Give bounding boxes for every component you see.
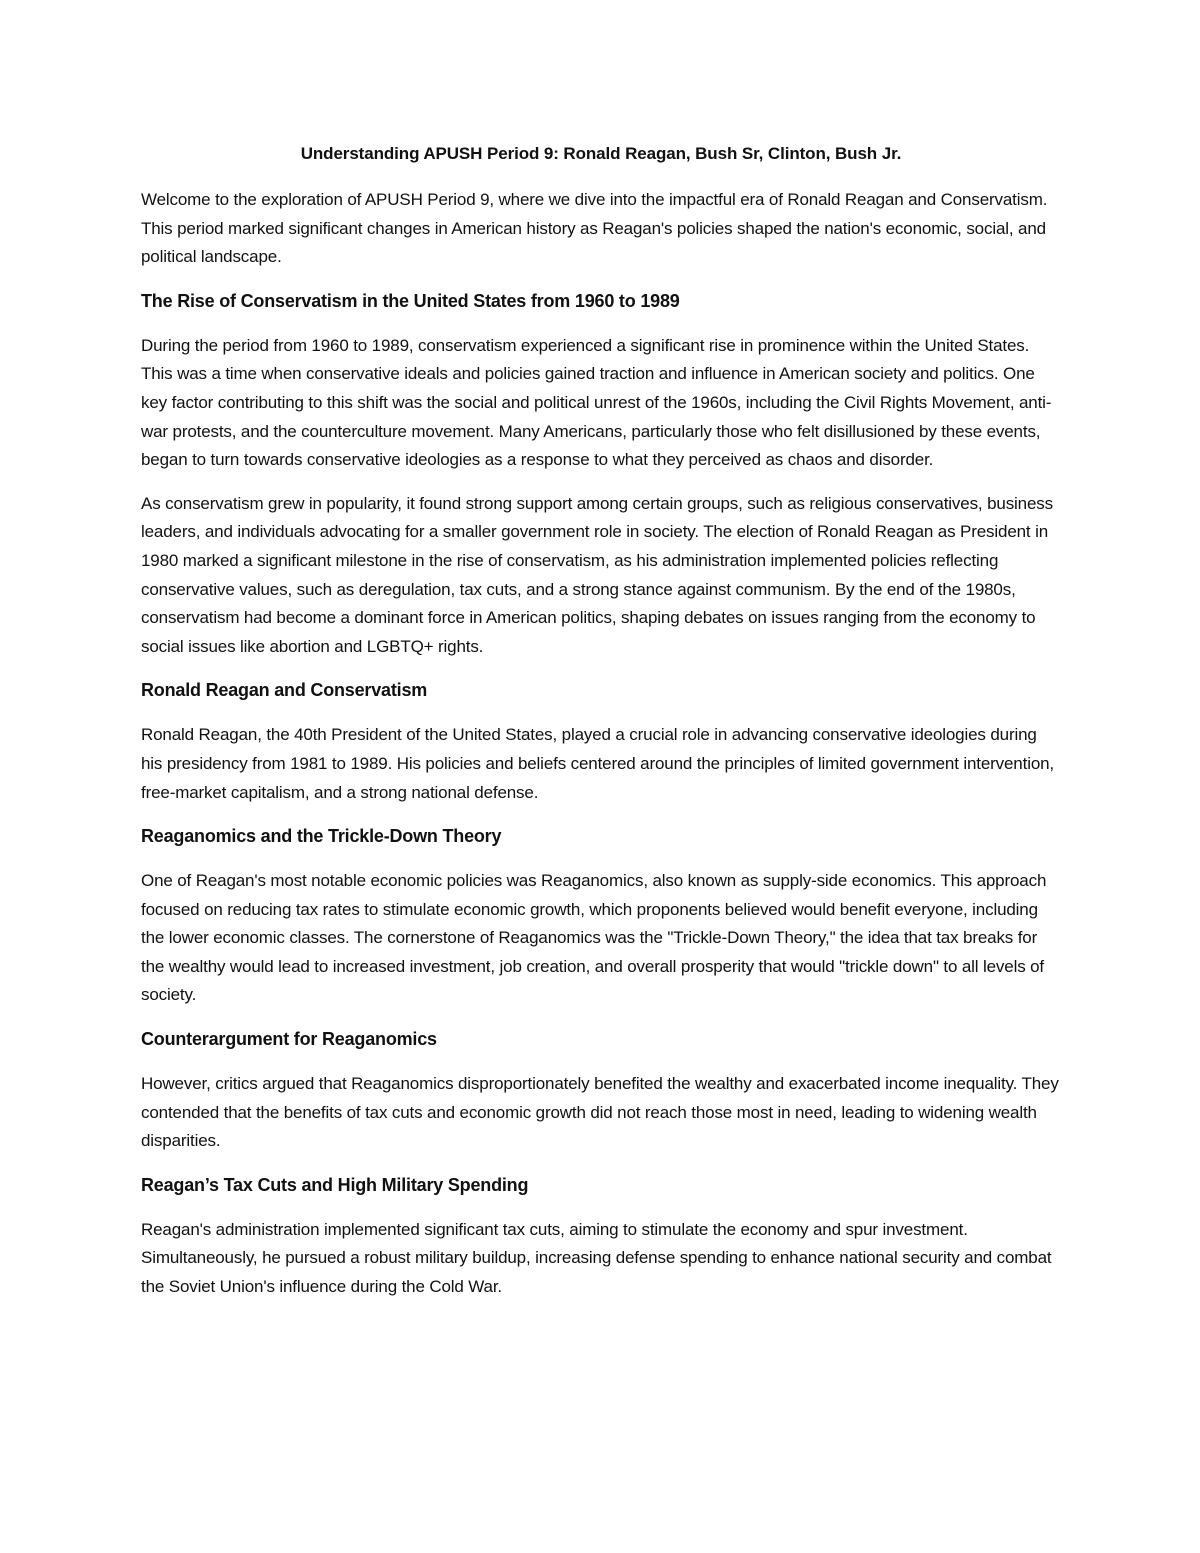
intro-paragraph: Welcome to the exploration of APUSH Period 9, where we dive into the impactful era of Ronald Reagan and Conservatism. This period marked significant changes in American history as Reagan's policies shaped the nation's economic, social, and political landscape. [141, 190, 1048, 267]
document-body [141, 140, 1061, 1317]
section-heading-counterargument: Counterargument for Reaganomics [141, 1029, 437, 1050]
section-heading-reagan-conservatism: Ronald Reagan and Conservatism [141, 680, 428, 701]
section-heading-rise-of-conservatism: The Rise of Conservatism in the United States from 1960 to 1989 [141, 290, 680, 311]
paragraph-counterargument: However, critics argued that Reaganomics disproportionately benefited the wealthy and exacerbated income inequality. They contended that the benefits of tax cuts and economic growth did not reach those most in need, leading to widening wealth disparities. [141, 1074, 1059, 1151]
section-heading-reaganomics: Reaganomics and the Trickle-Down Theory [141, 826, 502, 847]
paragraph-rise-1: During the period from 1960 to 1989, conservatism experienced a significant rise in prominence within the United States. This was a time when conservative ideals and policies gained traction and influence in American society and politics. One key factor contributing to this shift was the social and political unrest of the 1960s, including the Civil Rights Movement, anti-war protests, and the counterculture movement. Many Americans, particularly those who felt disillusioned by these events, began to turn towards conservative ideologies as a response to what they perceived as chaos and disorder. [141, 335, 1052, 470]
paragraph-reaganomics: One of Reagan's most notable economic policies was Reaganomics, also known as supply-side economics. This approach focused on reducing tax rates to stimulate economic growth, which proponents believed would benefit everyone, including the lower economic classes. The cornerstone of Reaganomics was the "Trickle-Down Theory," the idea that tax breaks for the wealthy would lead to increased investment, job creation, and overall prosperity that would "trickle down" to all levels of society. [141, 871, 1047, 1005]
paragraph-rise-2: As conservatism grew in popularity, it found strong support among certain groups, such as religious conservatives, business leaders, and individuals advocating for a smaller government role in society. The election of Ronald Reagan as President in 1980 marked a significant milestone in the rise of conservatism, as his administration implemented policies reflecting conservative values, such as deregulation, tax cuts, and a strong stance against communism. By the end of the 1980s, conservatism had become a dominant force in American politics, shaping debates on issues ranging from the economy to social issues like abortion and LGBTQ+ rights. [141, 493, 1053, 656]
paragraph-tax-cuts-military: Reagan's administration implemented significant tax cuts, aiming to stimulate the economy and spur investment. Simultaneously, he pursued a robust military buildup, increasing defense spending to enhance national security and combat the Soviet Union's influence during the Cold War. [141, 1219, 1052, 1297]
section-heading-tax-cuts-military: Reagan’s Tax Cuts and High Military Spending [141, 1174, 529, 1195]
document-title: Understanding APUSH Period 9: Ronald Reagan, Bush Sr, Clinton, Bush Jr. [300, 144, 902, 163]
paragraph-reagan-conservatism: Ronald Reagan, the 40th President of the United States, played a crucial role in advancing conservative ideologies during his presidency from 1981 to 1989. His policies and beliefs centered around the principles of limited government intervention, free-market capitalism, and a strong national defense. [141, 725, 1054, 802]
